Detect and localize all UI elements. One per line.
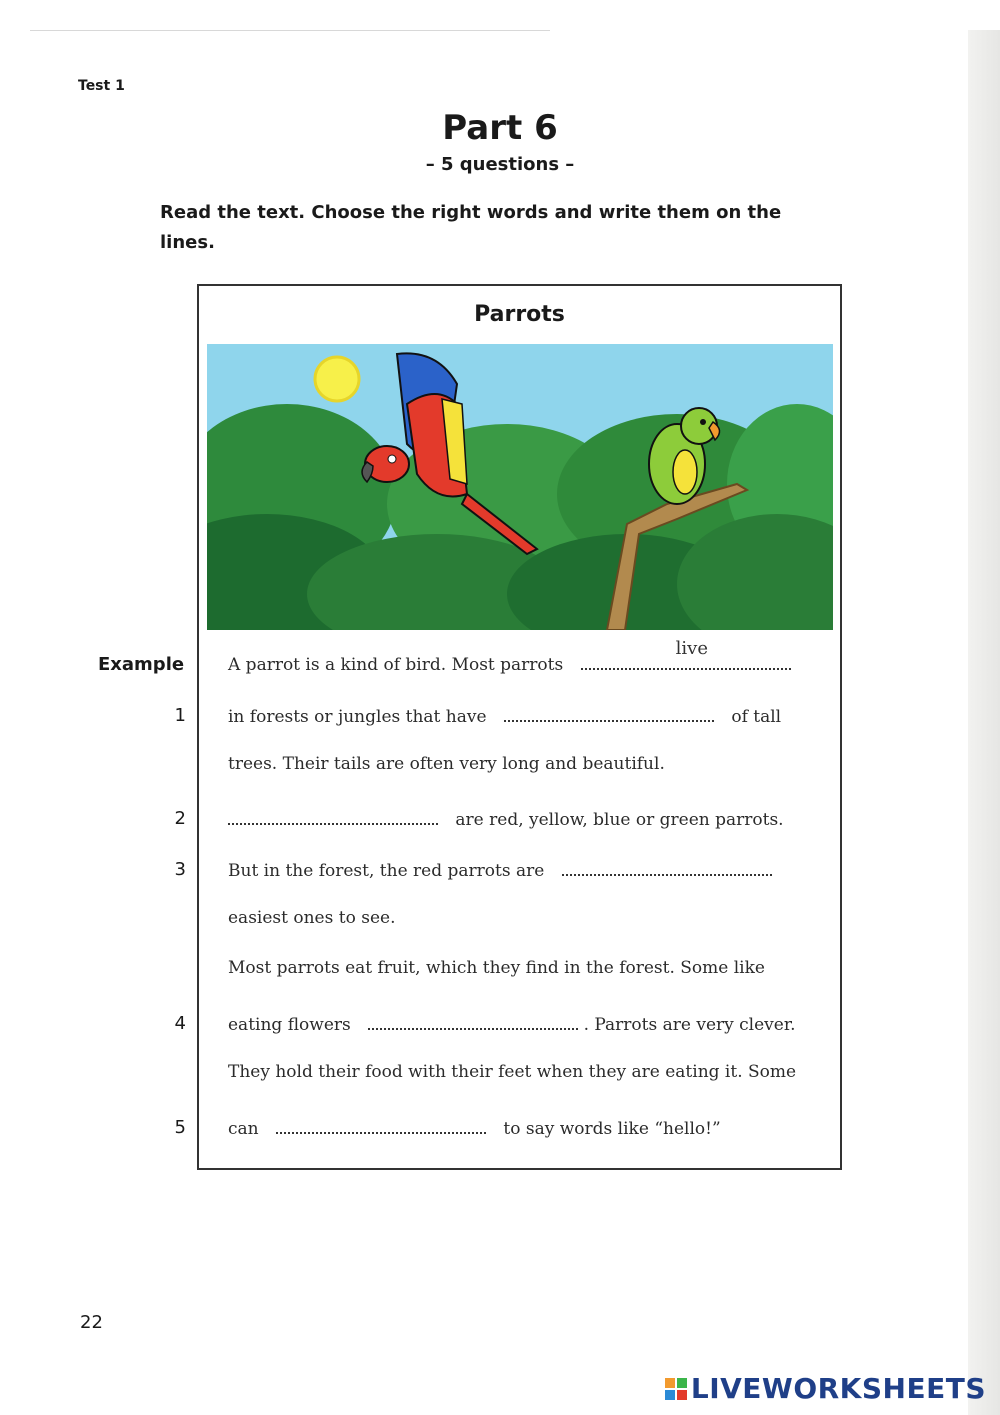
question-number-2: 2 (174, 808, 186, 829)
passage-line-q2 (228, 805, 784, 830)
question-number-3: 3 (174, 859, 186, 880)
answer-blank-2[interactable] (228, 805, 438, 825)
answer-blank-5[interactable] (276, 1114, 486, 1134)
answer-blank-1[interactable] (504, 702, 714, 722)
passage-box (197, 284, 842, 1170)
page-number: 22 (80, 1312, 103, 1333)
example-label: Example (98, 654, 185, 675)
liveworksheets-logo-icon (665, 1378, 687, 1400)
top-rule (30, 30, 550, 31)
passage-title: Parrots (474, 302, 565, 327)
part-subtitle: – 5 questions – (425, 154, 575, 175)
answer-blank-3[interactable] (562, 856, 772, 876)
q1-text-after: of tall (731, 707, 782, 727)
passage-line-9: They hold their food with their feet when they are eating it. Some (228, 1062, 797, 1082)
instructions: Read the text. Choose the right words and write them on the lines. (160, 202, 782, 253)
question-number-1: 1 (174, 705, 186, 726)
page-edge (968, 30, 1000, 1415)
brand-name: LIVEWORKSHEETS (690, 1372, 986, 1405)
example-answer-blank (581, 638, 791, 670)
question-number-5: 5 (174, 1117, 186, 1138)
passage-line-q1 (228, 702, 781, 727)
answer-blank-4[interactable] (368, 1010, 578, 1030)
q1-text-before: in forests or jungles that have (228, 707, 487, 727)
q5-text-after: to say words like “hello!” (503, 1119, 721, 1139)
passage-line-q5 (228, 1114, 721, 1139)
q2-text-after: are red, yellow, blue or green parrots. (455, 810, 784, 830)
q4-text-before: eating flowers (228, 1015, 351, 1035)
q5-text-before: can (228, 1119, 259, 1139)
passage-line-7: Most parrots eat fruit, which they find in the forest. Some like (228, 958, 765, 978)
question-number-4: 4 (174, 1013, 186, 1034)
part-title: Part 6 (442, 108, 558, 148)
passage-line-6: easiest ones to see. (228, 908, 396, 928)
passage-line-example (228, 638, 791, 675)
test-label: Test 1 (78, 78, 125, 94)
passage-line-q3 (228, 856, 772, 881)
liveworksheets-brand[interactable] (665, 1372, 986, 1405)
passage-line-3: trees. Their tails are often very long and beautiful. (228, 754, 665, 774)
passage-line-q4 (228, 1010, 796, 1035)
q3-text-before: But in the forest, the red parrots are (228, 861, 545, 881)
parrots-jungle-illustration (207, 344, 833, 630)
q4-text-after: . Parrots are very clever. (583, 1015, 796, 1035)
example-text: A parrot is a kind of bird. Most parrots (228, 655, 564, 675)
example-answer: live (675, 638, 708, 659)
